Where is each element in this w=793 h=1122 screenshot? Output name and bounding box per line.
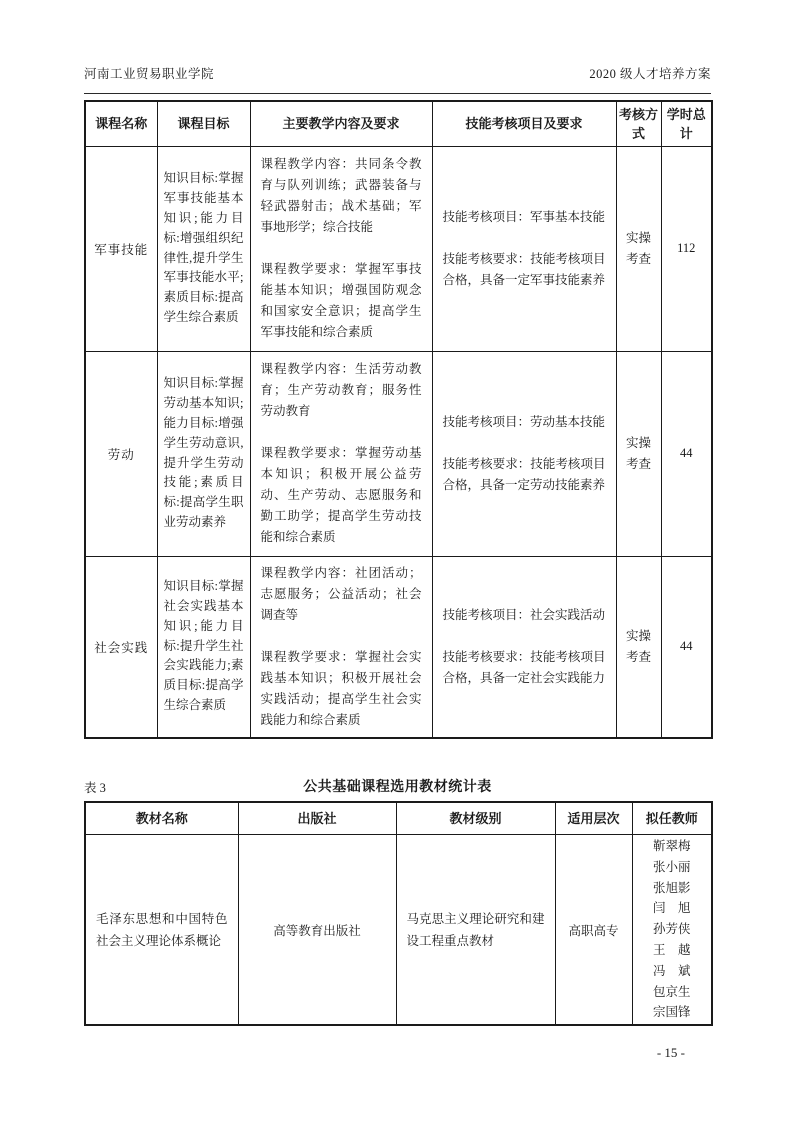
col-header-publisher: 出版社: [238, 802, 396, 835]
running-header: [84, 64, 711, 94]
course-table: [84, 100, 713, 739]
teaching-content: [250, 351, 432, 556]
publisher: 高等教育出版社: [238, 835, 396, 1026]
col-header-teaching-content: 主要教学内容及要求: [250, 101, 432, 146]
total-hours: 112: [661, 146, 712, 351]
course-goals: 知识目标:掌握劳动基本知识;能力目标:增强学生劳动意识,提升学生劳动技能;素质目标:提高学生职业劳动素养: [157, 351, 250, 556]
teacher-name: 张小丽: [652, 859, 691, 874]
page-content: [84, 64, 711, 1061]
table-row-textbook: [85, 835, 712, 1026]
table-row-labor: [85, 351, 712, 556]
assessment-method: 实操考查: [616, 146, 661, 351]
teacher-name: 闫 旭: [652, 901, 691, 916]
col-header-assessment-method: 考核方式: [616, 101, 661, 146]
col-header-course-name: 课程名称: [85, 101, 157, 146]
table3-caption: [84, 776, 711, 796]
course-name: 军事技能: [85, 146, 157, 351]
skill-assessment: [432, 146, 616, 351]
course-goals: 知识目标:掌握军事技能基本知识;能力目标:增强组织纪律性,提升学生军事技能水平;素质目标:提高学生综合素质: [157, 146, 250, 351]
teaching-content-text: 课程教学内容：社团活动；志愿服务；公益活动；社会调查等: [260, 565, 422, 622]
col-header-course-goals: 课程目标: [157, 101, 250, 146]
teacher-name: 冯 斌: [652, 963, 691, 978]
col-header-textbook-name: 教材名称: [85, 802, 238, 835]
assessment-requirement-text: 技能考核要求：技能考核项目合格，具备一定劳动技能素养: [442, 456, 606, 492]
course-goals: 知识目标:掌握社会实践基本知识;能力目标:提升学生社会实践能力;素质目标:提高学生综合素质: [157, 556, 250, 738]
assessment-item-text: 技能考核项目：社会实践活动: [442, 607, 606, 622]
total-hours: 44: [661, 556, 712, 738]
course-name: 社会实践: [85, 556, 157, 738]
col-header-applicable-level: 适用层次: [555, 802, 632, 835]
teaching-content: [250, 146, 432, 351]
assessment-requirement-text: 技能考核要求：技能考核项目合格，具备一定军事技能素养: [442, 251, 606, 287]
teacher-name: 包京生: [652, 984, 691, 999]
course-table-header-row: [85, 101, 712, 146]
textbook-table-header-row: [85, 802, 712, 835]
col-header-textbook-level: 教材级别: [396, 802, 555, 835]
col-header-skill-assessment: 技能考核项目及要求: [432, 101, 616, 146]
assessment-requirement-text: 技能考核要求：技能考核项目合格，具备一定社会实践能力: [442, 649, 606, 685]
header-school-name: 河南工业贸易职业学院: [84, 67, 215, 81]
applicable-level: 高职高专: [555, 835, 632, 1026]
table3-title: 公共基础课程选用教材统计表: [303, 779, 492, 795]
course-name: 劳动: [85, 351, 157, 556]
teaching-content-text: 课程教学内容：共同条令教育与队列训练；武器装备与轻武器射击；战术基础；军事地形学；综合技能: [260, 157, 422, 234]
skill-assessment: [432, 556, 616, 738]
assessment-method: 实操考查: [616, 351, 661, 556]
assessment-method: 实操考查: [616, 556, 661, 738]
textbook-table: [84, 801, 713, 1027]
page-number: - 15 -: [656, 1045, 685, 1061]
textbook-level: 马克思主义理论研究和建设工程重点教材: [396, 835, 555, 1026]
assessment-item-text: 技能考核项目：劳动基本技能: [442, 414, 606, 429]
skill-assessment: [432, 351, 616, 556]
teaching-content-text: 课程教学内容：生活劳动教育；生产劳动教育；服务性劳动教育: [260, 362, 422, 418]
assessment-item-text: 技能考核项目：军事基本技能: [442, 209, 606, 224]
teacher-name: 宗国锋: [652, 1005, 691, 1020]
textbook-name: 毛泽东思想和中国特色社会主义理论体系概论: [85, 835, 238, 1026]
intended-teachers-list: [632, 835, 712, 1026]
table-row-military-skills: [85, 146, 712, 351]
teaching-content: [250, 556, 432, 738]
table3-label: 表 3: [84, 780, 106, 795]
table-row-social-practice: [85, 556, 712, 738]
teaching-requirements-text: 课程教学要求：掌握军事技能基本知识；增强国防观念和国家安全意识；提高学生军事技能和综合素质: [260, 262, 422, 339]
teacher-name: 靳翠梅: [652, 839, 691, 853]
col-header-intended-teachers: 拟任教师: [632, 802, 712, 835]
teaching-requirements-text: 课程教学要求：掌握社会实践基本知识；积极开展社会实践活动；提高学生社会实践能力和综合素质: [260, 649, 422, 727]
col-header-total-hours: 学时总计: [661, 101, 712, 146]
teacher-name: 孙芳侠: [652, 922, 691, 937]
header-plan-title: 2020 级人才培养方案: [589, 67, 711, 81]
total-hours: 44: [661, 351, 712, 556]
teaching-requirements-text: 课程教学要求：掌握劳动基本知识；积极开展公益劳动、生产劳动、志愿服务和勤工助学；提高学生劳动技能和综合素质: [260, 446, 422, 544]
teacher-name: 王 越: [652, 942, 691, 957]
teacher-name: 张旭影: [652, 880, 691, 895]
